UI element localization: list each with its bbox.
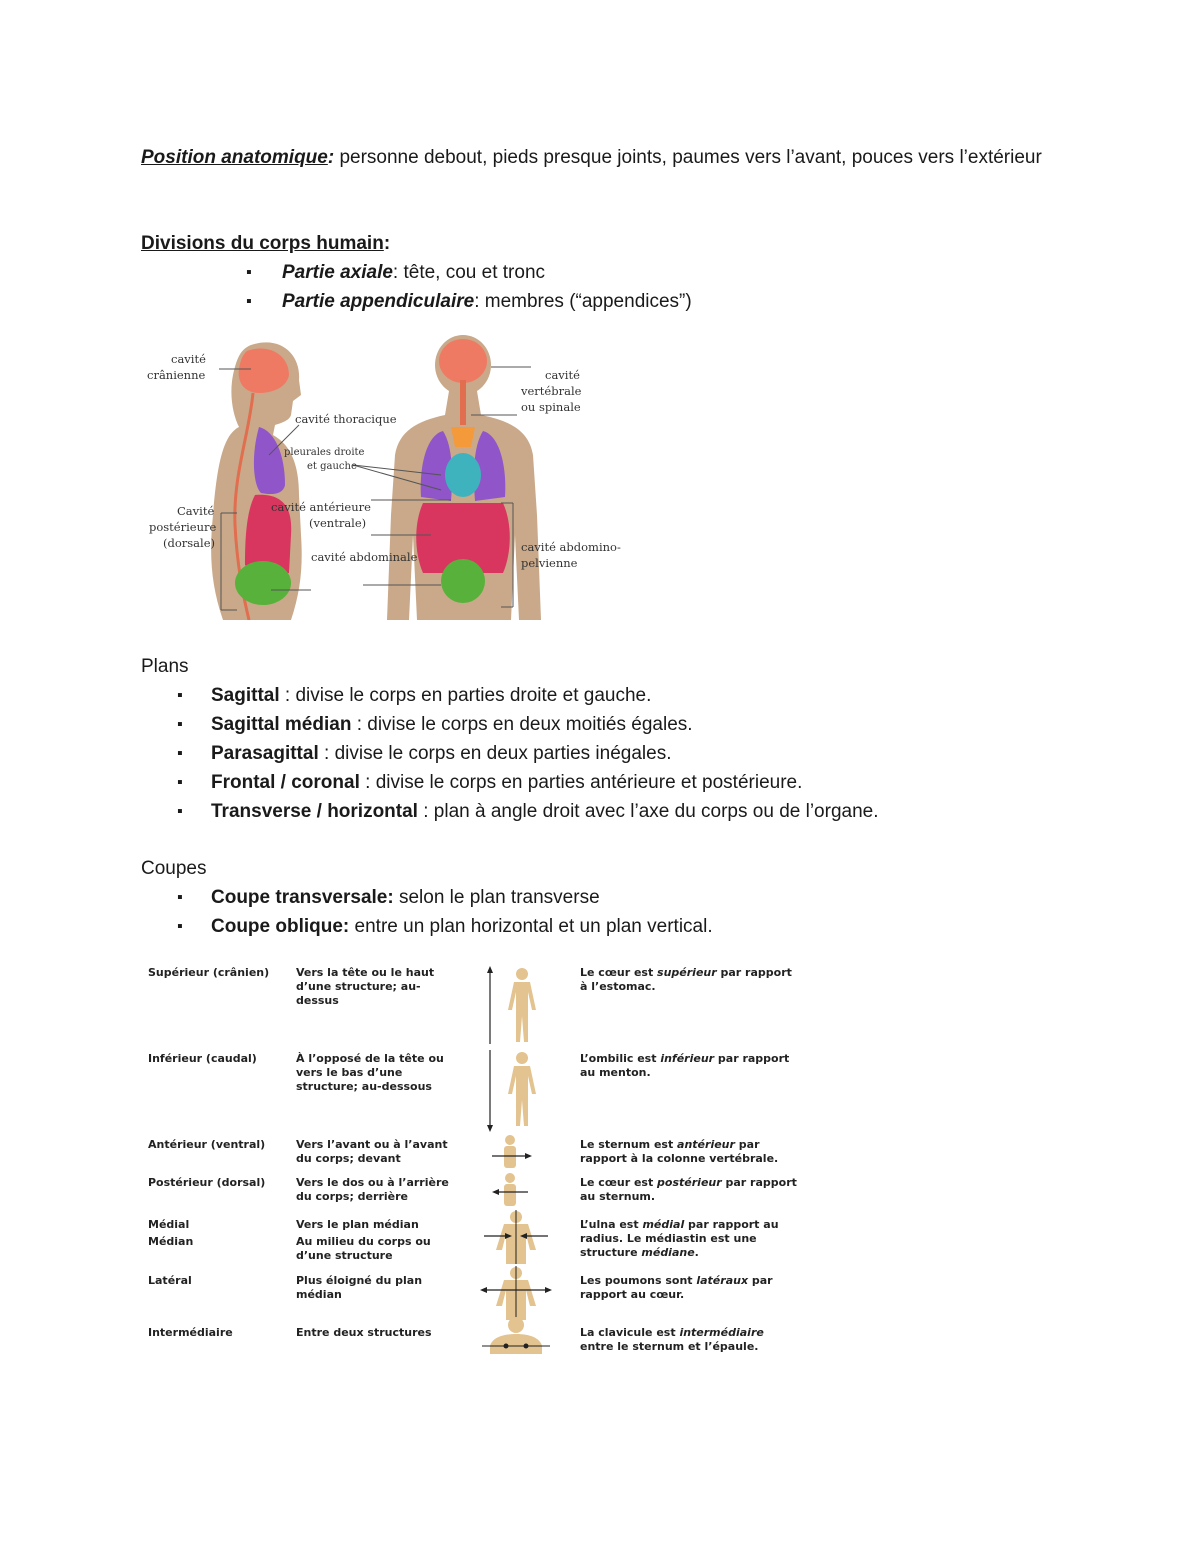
list-item (141, 883, 1101, 912)
divisions-list (141, 258, 1101, 316)
front-pelvis-shape (441, 559, 485, 603)
front-view-body (387, 335, 541, 620)
divisions-colon: : (383, 233, 391, 254)
plan-term: Sagittal médian (211, 714, 352, 735)
label-anterior-1: cavité antérieure (271, 500, 371, 514)
direction-example: L’ombilic est inférieur par rapport au menton. (580, 1052, 790, 1079)
label-posterior-2: postérieure (149, 520, 217, 534)
label-vertebral-2: vertébrale (521, 384, 582, 398)
list-item (141, 739, 1101, 768)
plan-term: Frontal / coronal (211, 772, 360, 793)
division-text: : tête, cou et tronc (392, 262, 546, 283)
coupes-heading: Coupes (141, 858, 207, 879)
label-abdopelvic-1: cavité abdomino- (521, 540, 621, 554)
list-item (141, 258, 1101, 287)
plan-term: Sagittal (211, 685, 280, 706)
intro-colon: : (327, 147, 335, 168)
intro-term: Position anatomique (141, 147, 328, 168)
side-lung-shape (254, 427, 285, 494)
direction-example: Le cœur est postérieur par rapport au sternum. (580, 1176, 797, 1203)
label-pleural-2: et gauche (307, 461, 357, 472)
direction-term: Latéral (148, 1274, 192, 1287)
label-vertebral-3: ou spinale (521, 400, 581, 414)
label-pleural-1: pleurales droite (284, 447, 365, 458)
front-spine-line (460, 380, 466, 425)
label-posterior-3: (dorsale) (163, 536, 215, 550)
direction-example: Le sternum est antérieur par rapport à la colonne vertébrale. (580, 1138, 779, 1165)
coupe-text: selon le plan transverse (393, 887, 600, 908)
label-posterior-1: Cavité (177, 504, 215, 518)
side-pelvis-shape (235, 561, 291, 605)
list-item (141, 768, 1101, 797)
direction-definition: Vers le plan médian Au milieu du corps ou d’une structure (296, 1218, 431, 1262)
list-item (141, 287, 1101, 316)
direction-definition: Plus éloigné du plan médian (296, 1274, 423, 1301)
direction-definition: À l’opposé de la tête ou vers le bas d’une structure; au-dessous (296, 1052, 444, 1093)
label-abdopelvic-2: pelvienne (521, 556, 578, 570)
body-backward-arrow-icon (478, 1172, 558, 1208)
division-term: Partie appendiculaire (282, 291, 475, 312)
plans-heading: Plans (141, 656, 189, 677)
direction-definition: Vers l’avant ou à l’avant du corps; devant (296, 1138, 448, 1165)
plan-text: : divise le corps en parties droite et gauche. (279, 685, 652, 706)
direction-term: Antérieur (ventral) (148, 1138, 266, 1151)
direction-term: Supérieur (crânien) (148, 966, 270, 979)
direction-term: Médial Médian (148, 1218, 194, 1248)
body-medial-icon (478, 1210, 558, 1264)
plan-text: : plan à angle droit avec l’axe du corps ou de l’organe. (417, 801, 879, 822)
label-thoracic: cavité thoracique (295, 412, 397, 426)
body-intermediate-icon (478, 1316, 558, 1354)
plans-section (141, 652, 1101, 826)
label-abdominal: cavité abdominale (311, 550, 418, 564)
plans-list (141, 681, 1101, 826)
plan-term: Parasagittal (211, 743, 319, 764)
label-vertebral-1: cavité (545, 368, 580, 382)
direction-example: La clavicule est intermédiaire entre le sternum et l’épaule. (580, 1326, 764, 1353)
divisions-section (141, 229, 1101, 316)
direction-definition: Entre deux structures (296, 1326, 432, 1339)
side-view-body (211, 342, 302, 620)
front-brain-shape (439, 339, 487, 383)
plan-text: : divise le corps en deux parties inégales. (318, 743, 672, 764)
coupes-section (141, 854, 1101, 941)
label-anterior-2: (ventrale) (309, 516, 367, 530)
direction-term: Intermédiaire (148, 1326, 233, 1339)
body-lateral-icon (478, 1266, 558, 1320)
direction-definition: Vers le dos ou à l’arrière du corps; derrière (296, 1176, 449, 1203)
direction-term: Inférieur (caudal) (148, 1052, 257, 1065)
list-item (141, 681, 1101, 710)
intro-paragraph (141, 143, 1101, 172)
plan-text: : divise le corps en deux moitiés égales. (351, 714, 693, 735)
label-cranial-1: cavité (171, 352, 206, 366)
division-text: : membres (“appendices”) (474, 291, 692, 312)
list-item (141, 710, 1101, 739)
direction-example: Les poumons sont latéraux par rapport au cœur. (580, 1274, 773, 1301)
plan-term: Transverse / horizontal (211, 801, 418, 822)
body-down-arrow-icon (478, 1048, 558, 1132)
coupe-term: Coupe transversale: (211, 887, 394, 908)
label-cranial-2: crânienne (147, 368, 206, 382)
coupe-term: Coupe oblique: (211, 916, 350, 937)
direction-term: Postérieur (dorsal) (148, 1176, 266, 1189)
division-term: Partie axiale (282, 262, 393, 283)
direction-example: L’ulna est médial par rapport au radius. Le médiastin est une structure médiane. (580, 1218, 779, 1259)
divisions-heading: Divisions du corps humain (141, 233, 384, 254)
thymus-shape (451, 427, 475, 447)
intro-text: personne debout, pieds presque joints, paumes vers l’avant, pouces vers l’extérieur (334, 147, 1042, 168)
body-cavities-figure (141, 335, 621, 620)
body-up-arrow-icon (478, 966, 558, 1046)
coupe-text: entre un plan horizontal et un plan vertical. (349, 916, 713, 937)
heart-shape (445, 453, 481, 497)
direction-example: Le cœur est supérieur par rapport à l’estomac. (580, 966, 792, 993)
body-forward-arrow-icon (478, 1134, 558, 1170)
plan-text: : divise le corps en parties antérieure et postérieure. (359, 772, 803, 793)
list-item (141, 797, 1101, 826)
direction-definition: Vers la tête ou le haut d’une structure; au- dessus (296, 966, 435, 1007)
coupes-list (141, 883, 1101, 941)
list-item (141, 912, 1101, 941)
